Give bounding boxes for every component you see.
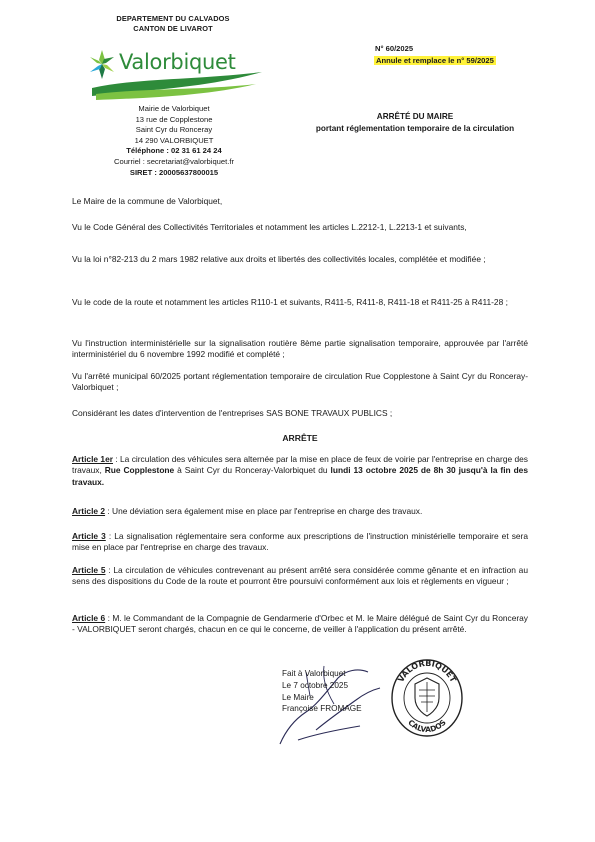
- article-2-label: Article 2: [72, 506, 106, 516]
- replaces-highlight: Annule et remplace le n° 59/2025: [376, 56, 494, 65]
- svg-text:VALORBIQUET: [396, 659, 458, 684]
- article-1: [72, 454, 528, 488]
- signature-date: Le 7 octobre 2025: [282, 680, 349, 690]
- phone-line: Téléphone : 02 31 61 24 24: [126, 146, 222, 156]
- title-line-2: portant réglementation temporaire de la circulation: [315, 124, 515, 133]
- article-1-street: Rue Copplestone: [104, 465, 175, 476]
- seal-top-text: VALORBIQUET: [396, 658, 458, 684]
- title-line-1: ARRÊTÉ DU MAIRE: [376, 112, 454, 121]
- article-6: [72, 613, 528, 636]
- article-3-label: Article 3: [72, 531, 106, 541]
- visa-paragraph-2: Vu la loi n°82-213 du 2 mars 1982 relative aux droits et libertés des collectivités locales, complétée et modifiée ;: [72, 254, 486, 264]
- arrete-number: N° 60/2025: [375, 44, 414, 53]
- valorbiquet-logo: [86, 44, 266, 106]
- considerant-paragraph: Considérant les dates d'intervention de l'entreprises SAS BONE TRAVAUX PUBLICS ;: [72, 408, 393, 418]
- article-3: [72, 531, 528, 554]
- article-3-text: : La signalisation réglementaire sera conforme aux prescriptions de l'instruction ministérielle temporaire et sera mise en place par l'entreprise en charge des travaux.: [72, 531, 528, 553]
- article-6-text: : M. le Commandant de la Compagnie de Gendarmerie d'Orbec et M. le Maire délégué de Saint Cyr du Ronceray - VALORBIQUET seront chargés, chacun en ce qui le concerne, de veiller à l'application du présent arrêté.: [72, 613, 528, 635]
- article-2: [72, 506, 528, 517]
- intro-paragraph: Le Maire de la commune de Valorbiquet,: [72, 196, 223, 206]
- visa-paragraph-3: Vu le code de la route et notamment les articles R110-1 et suivants, R411-5, R411-8, R411-18 et R411-25 à R411-28 ;: [72, 297, 508, 307]
- department-name: DEPARTEMENT DU CALVADOS: [116, 14, 230, 23]
- mairie-name: Mairie de Valorbiquet: [138, 104, 210, 113]
- article-2-text: : Une déviation sera également mise en place par l'entreprise en charge des travaux.: [105, 506, 423, 516]
- mairie-contact-block: [70, 104, 278, 178]
- arrete-heading: ARRÊTE: [282, 433, 318, 443]
- signature-place: Fait à Valorbiquet: [282, 669, 346, 678]
- visa-paragraph-1: Vu le Code Général des Collectivités Territoriales et notamment les articles L.2212-1, L.2213-1 et suivants,: [72, 222, 467, 232]
- signature-block: [282, 668, 362, 715]
- arrete-title: [280, 111, 550, 135]
- mairie-seal-stamp-icon: [389, 654, 465, 738]
- logo-text: Valorbiquet: [119, 50, 236, 74]
- article-6-label: Article 6: [72, 613, 106, 623]
- article-5: [72, 565, 528, 588]
- article-5-text: : La circulation de véhicules contrevenant au présent arrêté sera considérée comme gênante et en infraction au sens des dispositions du Code de la route et pourront être poursuivi conformément aux lois et règlements en vigueur ;: [72, 565, 528, 587]
- seal-bottom-text: CALVADOS: [406, 717, 448, 735]
- article-1-label: Article 1er: [72, 454, 113, 464]
- article-1-date: lundi 13 octobre 2025 de 8h 30 jusqu'à la fin des travaux.: [72, 465, 529, 487]
- signature-name: Françoise FROMAGE: [282, 704, 362, 714]
- canton-name: CANTON DE LIVAROT: [133, 24, 213, 33]
- address-line-3: 14 290 VALORBIQUET: [134, 135, 214, 145]
- svg-text:CALVADOS: [406, 718, 448, 734]
- visa-paragraph-5: Vu l'arrêté municipal 60/2025 portant réglementation temporaire de circulation Rue Copplestone à Saint Cyr du Ronceray-Valorbiquet ;: [72, 371, 528, 393]
- address-line-1: 13 rue de Copplestone: [135, 114, 213, 124]
- article-1-text-2: à Saint Cyr du Ronceray-Valorbiquet du: [174, 465, 331, 476]
- address-line-2: Saint Cyr du Ronceray: [135, 125, 213, 135]
- department-header: [78, 14, 268, 34]
- visa-paragraph-4: Vu l'instruction interministérielle sur la signalisation routière 8ème partie signalisation temporaire, approuvée par l'arrêté interministériel du 6 novembre 1992 modifié et complété ;: [72, 338, 528, 360]
- article-5-label: Article 5: [72, 565, 106, 575]
- courriel-line: Courriel : secretariat@valorbiquet.fr: [114, 156, 234, 166]
- article-1-text: : La circulation des véhicules sera alternée par la mise en place de feux de voirie par l'entreprise en charge des travaux,: [72, 454, 528, 476]
- siret-line: SIRET : 20005637800015: [129, 167, 219, 177]
- signature-role: Le Maire: [282, 692, 314, 702]
